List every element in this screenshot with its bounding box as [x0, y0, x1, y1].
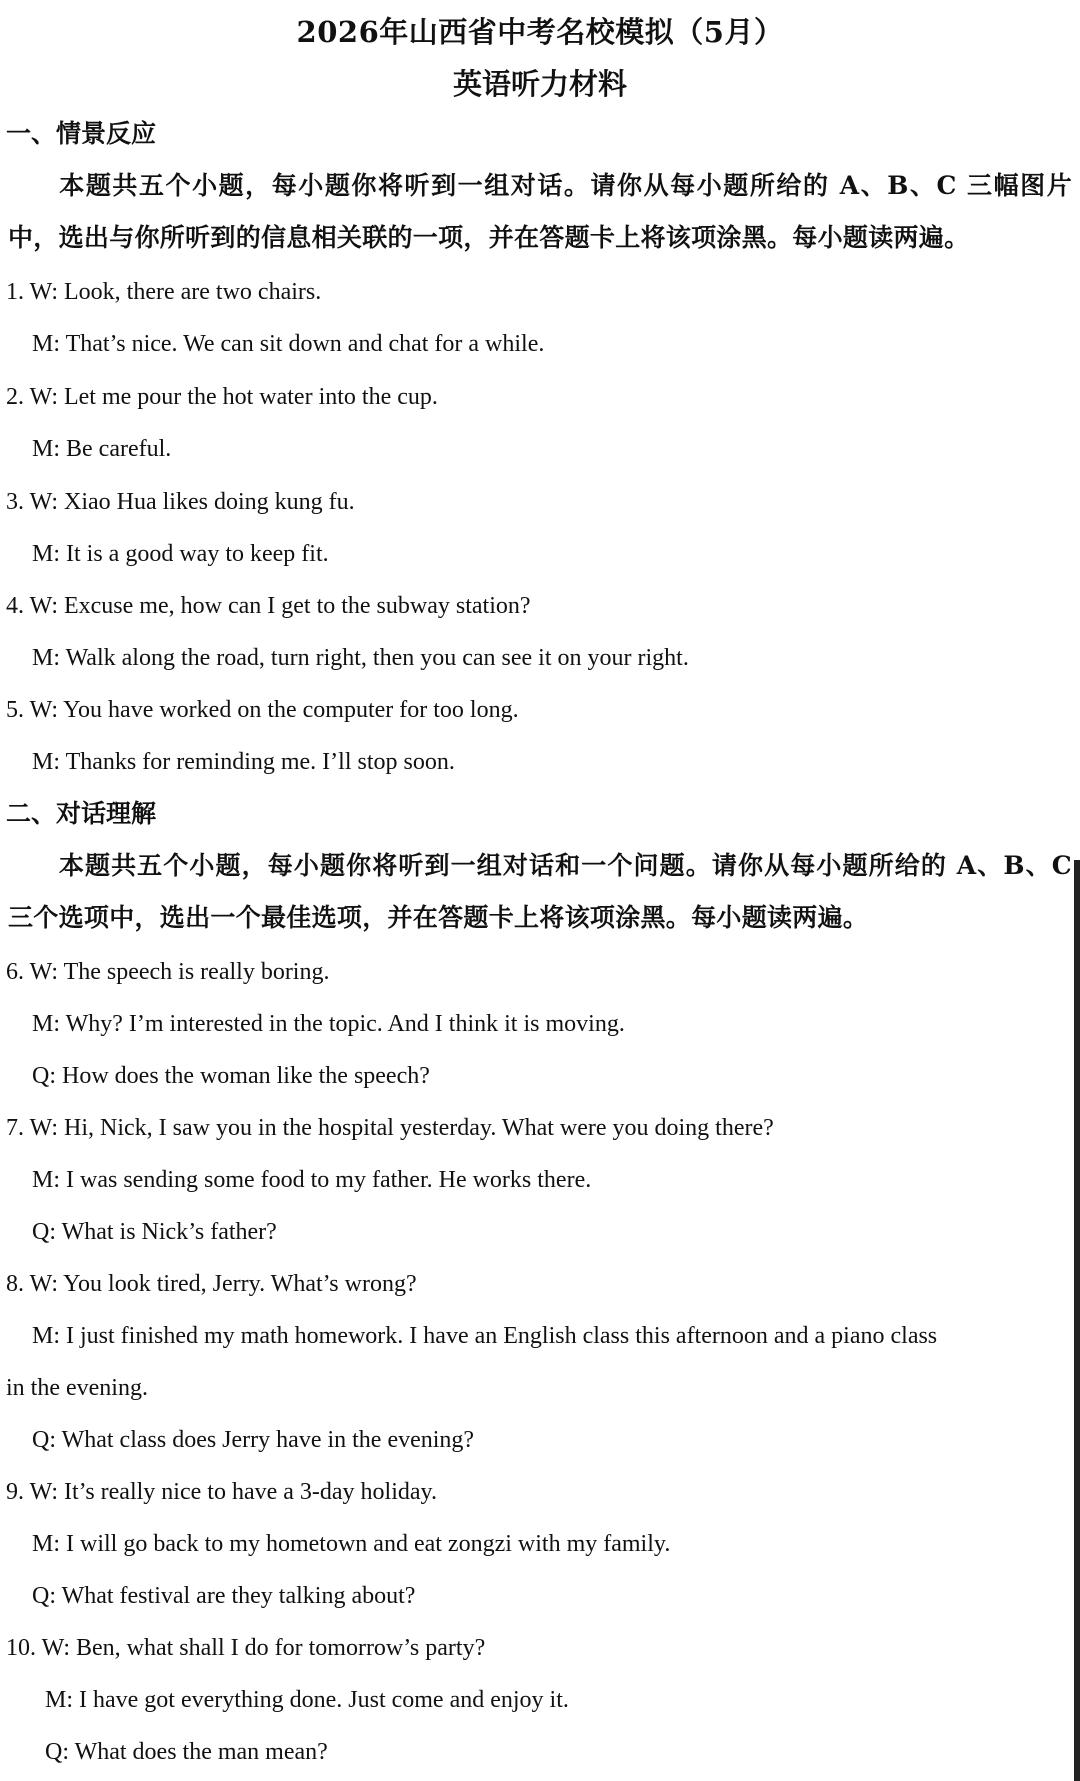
dialogue-line: M: Why? I’m interested in the topic. And I think it is moving.: [32, 1011, 625, 1037]
dialogue-line: 4. W: Excuse me, how can I get to the subway station?: [6, 593, 531, 619]
dialogue-line: 1. W: Look, there are two chairs.: [6, 279, 322, 305]
dialogue-line: M: Thanks for reminding me. I’ll stop soon.: [32, 749, 455, 775]
dialogue-line: 10. W: Ben, what shall I do for tomorrow’s party?: [6, 1635, 486, 1661]
dialogue-line: 6. W: The speech is really boring.: [6, 959, 330, 985]
dialogue-line: Q: What is Nick’s father?: [32, 1219, 277, 1245]
document-subtitle: 英语听力材料: [452, 67, 627, 101]
dialogue-line: 8. W: You look tired, Jerry. What’s wrong?: [6, 1271, 417, 1297]
dialogue-line: M: I just finished my math homework. I have an English class this afternoon and a piano class: [32, 1323, 938, 1349]
document-title: 2026年山西省中考名校模拟（5月）: [296, 15, 784, 49]
dialogue-line: M: Be careful.: [32, 436, 172, 462]
dialogue-line: 9. W: It’s really nice to have a 3-day holiday.: [6, 1479, 437, 1505]
dialogue-line: 2. W: Let me pour the hot water into the cup.: [6, 384, 438, 410]
dialogue-line: Q: What class does Jerry have in the evening?: [32, 1427, 475, 1453]
dialogue-line: 5. W: You have worked on the computer for too long.: [6, 697, 519, 723]
scan-edge-shadow: [1074, 860, 1080, 1781]
dialogue-line: Q: What festival are they talking about?: [32, 1583, 416, 1609]
dialogue-line: 3. W: Xiao Hua likes doing kung fu.: [6, 489, 355, 515]
dialogue-line: Q: What does the man mean?: [45, 1739, 328, 1765]
dialogue-line: 7. W: Hi, Nick, I saw you in the hospital yesterday. What were you doing there?: [6, 1115, 774, 1141]
dialogue-line: M: That’s nice. We can sit down and chat for a while.: [32, 331, 545, 357]
section2-heading: 二、对话理解: [6, 799, 157, 828]
dialogue-line: M: I have got everything done. Just come and enjoy it.: [45, 1687, 569, 1713]
section1-instruction: [8, 160, 1072, 264]
section2-instruction: [8, 840, 1072, 944]
dialogue-line: M: I was sending some food to my father. He works there.: [32, 1167, 592, 1193]
dialogue-line: M: I will go back to my hometown and eat zongzi with my family.: [32, 1531, 671, 1557]
section1-instruction-text: 本题共五个小题，每小题你将听到一组对话。请你从每小题所给的 A、B、C 三幅图片中，选出与你所听到的信息相关联的一项，并在答题卡上将该项涂黑。每小题读两遍。: [8, 171, 1072, 252]
section1-heading: 一、情景反应: [6, 119, 157, 148]
dialogue-line: in the evening.: [6, 1375, 148, 1401]
dialogue-line: Q: How does the woman like the speech?: [32, 1063, 430, 1089]
section2-instruction-text: 本题共五个小题，每小题你将听到一组对话和一个问题。请你从每小题所给的 A、B、C 三个选项中，选出一个最佳选项，并在答题卡上将该项涂黑。每小题读两遍。: [8, 851, 1072, 932]
dialogue-line: M: Walk along the road, turn right, then you can see it on your right.: [32, 645, 689, 671]
dialogue-line: M: It is a good way to keep fit.: [32, 541, 329, 567]
